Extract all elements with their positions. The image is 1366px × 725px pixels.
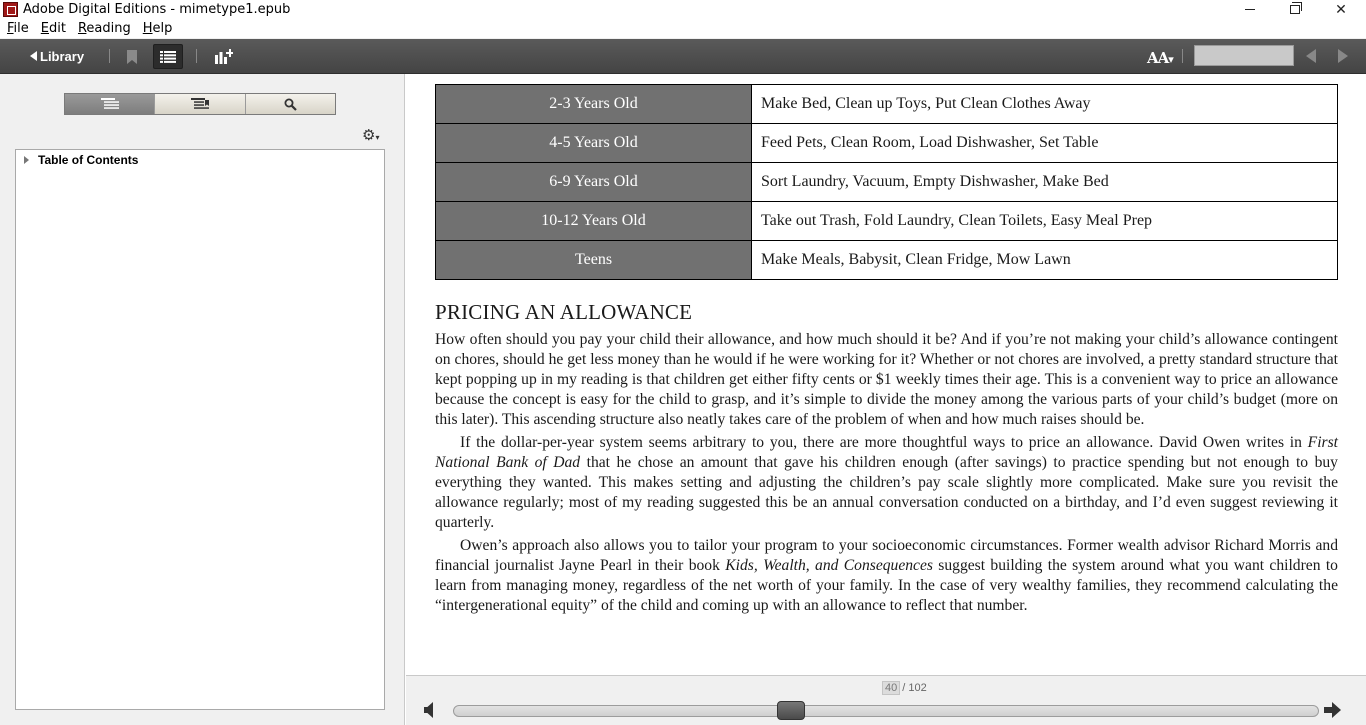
paragraph-2-text: If the dollar-per-year system seems arbitrary to you, there are more thoughtful ways to price an allowance. David Owen writes in (460, 434, 1308, 451)
toolbar-divider (109, 49, 110, 63)
menu-help-mnemonic: H (142, 21, 153, 36)
page-search-input[interactable] (1194, 45, 1294, 66)
page-navigation-bar (406, 675, 1366, 725)
toolbar (0, 39, 1366, 74)
menu-edit[interactable] (41, 21, 66, 36)
page-slider-thumb[interactable] (777, 701, 805, 720)
toolbar-divider (196, 49, 197, 63)
font-size-caret: ▾ (1168, 53, 1173, 66)
current-page-number[interactable]: 40 (882, 681, 900, 695)
chores-cell: Make Meals, Babysit, Clean Fridge, Mow Lawn (752, 241, 1338, 280)
restore-icon (1290, 5, 1300, 14)
book-title: First National Bank of Dad (435, 434, 1338, 471)
age-group-cell: Teens (436, 241, 752, 280)
close-button[interactable] (1318, 0, 1364, 19)
page-separator: / (902, 682, 906, 694)
menu-help[interactable] (143, 21, 173, 36)
page-indicator (882, 681, 927, 695)
previous-page-arrow-icon[interactable] (424, 702, 433, 718)
paragraph-2-text: that he chose an amount that gave his children enough (after savings) to practice spending but not enough to buy everything they wanted. This makes setting and adjusting the children’s pay scale slightly more complicated. Make sure you revisit the allowance regularly; most of my reading suggested this be an annual conversation conducted on a birthday, and I’d even suggest reviewing it quarterly. (435, 454, 1338, 531)
bookmark-button[interactable] (117, 44, 147, 69)
minimize-icon (1245, 9, 1255, 10)
paragraph-3-text: suggest building the system around what you want children to learn from managing money, regardless of the net worth of your family. In the case of very wealthy families, they recommend calculating the “intergenerational equity” of the child and coming up with an allowance to reflect that number. (435, 557, 1338, 614)
menu-file-mnemonic: F (7, 21, 14, 36)
menu-edit-label: dit (49, 21, 66, 36)
previous-page-arrow-icon[interactable] (1306, 49, 1316, 63)
title-bar (0, 0, 1366, 19)
reading-pane (406, 74, 1366, 675)
navigation-panel (0, 74, 405, 725)
gear-icon: ⚙▾ (362, 126, 380, 144)
age-group-cell: 6-9 Years Old (436, 163, 752, 202)
toc-item-label: Table of Contents (38, 153, 139, 167)
toc-item[interactable] (24, 153, 138, 167)
menu-reading[interactable] (78, 21, 131, 36)
table-row (436, 241, 1338, 280)
table-row (436, 202, 1338, 241)
next-page-arrow-icon[interactable] (1332, 702, 1341, 718)
toolbar-divider (1182, 49, 1183, 63)
expand-triangle-icon[interactable] (24, 156, 29, 164)
book-title: Kids, Wealth, and Consequences (725, 557, 933, 574)
toc-panel-toggle-button[interactable] (153, 44, 183, 69)
menu-file-label: ile (13, 21, 29, 36)
chart-add-icon (215, 49, 233, 64)
age-group-cell: 10-12 Years Old (436, 202, 752, 241)
table-row (436, 85, 1338, 124)
search-icon (284, 98, 297, 111)
window-title: Adobe Digital Editions - mimetype1.epub (23, 2, 291, 17)
minimize-button[interactable] (1227, 0, 1273, 19)
font-size-icon: AA (1147, 49, 1169, 67)
paragraph-3 (435, 536, 1338, 616)
paragraph-2 (435, 433, 1338, 533)
section-heading: PRICING AN ALLOWANCE (435, 300, 693, 324)
library-button[interactable] (30, 47, 84, 65)
menu-bar (0, 19, 1366, 39)
list-icon (160, 51, 176, 63)
age-group-cell: 4-5 Years Old (436, 124, 752, 163)
table-row (436, 163, 1338, 202)
table-of-contents-tree (15, 149, 385, 710)
page-slider-track[interactable] (453, 705, 1319, 717)
panel-options-button[interactable] (362, 126, 379, 144)
tab-search[interactable] (246, 94, 335, 114)
article-content (435, 299, 1338, 616)
tab-table-of-contents[interactable] (65, 94, 155, 114)
table-row (436, 124, 1338, 163)
total-pages: 102 (908, 682, 927, 694)
menu-edit-mnemonic: E (40, 21, 49, 36)
tab-bookmarks[interactable] (155, 94, 245, 114)
menu-reading-label: eading (86, 21, 131, 36)
panel-view-switcher (64, 93, 336, 115)
toc-view-icon (101, 98, 119, 110)
adobe-digital-editions-icon (3, 2, 18, 17)
chores-cell: Feed Pets, Clean Room, Load Dishwasher, Set Table (752, 124, 1338, 163)
paragraph-1: How often should you pay your child their allowance, and how much should it be? And if you’re not making your child’s allowance contingent on chores, should he get less money than he would if he were working for it? Whether or not chores are involved, a pretty standard structure that kept popping up in my reading is that children get either fifty cents or $1 weekly times their age. This is a convenient way to price an allowance because the concept is easy for the child to grasp, and it’s simple to divide the money among the various parts of your child’s budget (more on this later). This ascending structure also neatly takes care of the problem of when and how much raises should be. (435, 331, 1338, 428)
next-page-arrow-icon[interactable] (1338, 49, 1348, 63)
age-group-cell: 2-3 Years Old (436, 85, 752, 124)
bookmarks-view-icon (191, 98, 209, 110)
chores-cell: Take out Trash, Fold Laundry, Clean Toilets, Easy Meal Prep (752, 202, 1338, 241)
chores-cell: Sort Laundry, Vacuum, Empty Dishwasher, Make Bed (752, 163, 1338, 202)
font-size-button[interactable] (1147, 49, 1173, 67)
bookmark-icon (127, 50, 137, 64)
chores-by-age-table (435, 84, 1338, 280)
close-icon: ✕ (1335, 1, 1347, 18)
menu-reading-mnemonic: R (77, 21, 87, 36)
menu-help-label: elp (152, 21, 173, 36)
library-label: Library (40, 48, 85, 64)
add-to-shelf-button[interactable] (209, 44, 239, 69)
restore-button[interactable] (1272, 0, 1318, 19)
chores-cell: Make Bed, Clean up Toys, Put Clean Clothes Away (752, 85, 1338, 124)
menu-file[interactable] (7, 21, 29, 36)
paragraph-3-text: Owen’s approach also allows you to tailor your program to your socioeconomic circumstances. Former wealth advisor Richard Morris and financial journalist Jayne Pearl in their book (435, 537, 1338, 574)
back-triangle-icon (30, 51, 37, 61)
